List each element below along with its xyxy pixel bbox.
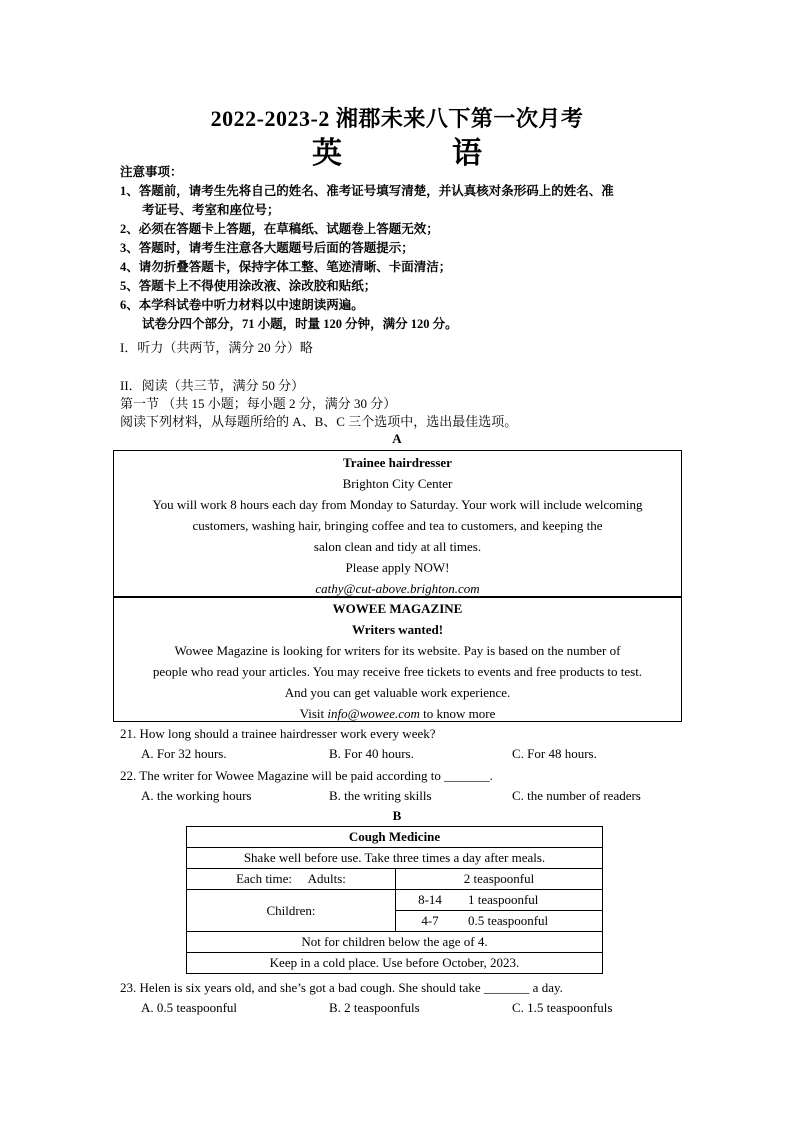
- exam-title: 2022-2023-2 湘郡未来八下第一次月考: [210, 106, 584, 131]
- ad2-line: people who read your articles. You may receive free tickets to events and free products to test.: [152, 664, 643, 679]
- notes-heading: 注意事项：: [120, 165, 183, 179]
- child-age-1: 8-14: [396, 890, 465, 911]
- ad1-title: Trainee hairdresser: [343, 455, 452, 470]
- ad1-place: Brighton City Center: [342, 476, 453, 491]
- note-item: 试卷分四个部分，71 小题，时量 120 分钟，满分 120 分。: [142, 317, 458, 331]
- ad-wowee-magazine: [113, 596, 682, 722]
- medicine-storage: Keep in a cold place. Use before October, 2023.: [187, 953, 603, 974]
- subject-title: 英 语: [312, 137, 522, 170]
- medicine-usage: Shake well before use. Take three times a day after meals.: [187, 848, 603, 869]
- adults-dose: 2 teaspoonful: [396, 869, 603, 890]
- ad1-email: cathy@cut-above.brighton.com: [315, 581, 480, 596]
- note-item: 1、答题前，请考生先将自己的姓名、准考证号填写清楚，并认真核对条形码上的姓名、准: [120, 184, 614, 198]
- ad2-visit-post: to know more: [423, 706, 496, 721]
- note-item: 3、答题时，请考生注意各大题题号后面的答题提示；: [120, 241, 414, 255]
- q21-option-c[interactable]: C. For 48 hours.: [512, 746, 597, 761]
- adults-label-cell: [187, 869, 396, 890]
- child-dose-1: 1 teaspoonful: [464, 890, 603, 911]
- section-reading-heading: II．阅读（共三节，满分 50 分）: [120, 378, 305, 393]
- child-dose-2: 0.5 teaspoonful: [464, 911, 603, 932]
- medicine-title: Cough Medicine: [187, 827, 603, 848]
- ad2-visit: [114, 703, 681, 724]
- each-time-label: Each time:: [236, 871, 293, 886]
- note-item: 2、必须在答题卡上答题，在草稿纸、试题卷上答题无效；: [120, 222, 439, 236]
- section-listening: I．听力（共两节，满分 20 分）略: [120, 340, 313, 355]
- note-item: 考证号、考室和座位号；: [142, 203, 280, 217]
- ad2-subtitle: Writers wanted!: [351, 622, 444, 637]
- q22-option-a[interactable]: A. the working hours: [141, 788, 252, 803]
- q23-option-b[interactable]: B. 2 teaspoonfuls: [329, 1000, 420, 1015]
- q22-option-b[interactable]: B. the writing skills: [329, 788, 432, 803]
- child-age-2: 4-7: [396, 911, 465, 932]
- cough-medicine-table: [186, 826, 603, 974]
- ad-trainee-hairdresser: [113, 450, 682, 598]
- q23-option-c[interactable]: C. 1.5 teaspoonfuls: [512, 1000, 613, 1015]
- ad1-line: customers, washing hair, bringing coffee and tea to customers, and keeping the: [192, 518, 603, 533]
- question-22: 22. The writer for Wowee Magazine will be paid according to _______.: [120, 768, 493, 783]
- note-item: 6、本学科试卷中听力材料以中速朗读两遍。: [120, 298, 364, 312]
- ad1-cta: Please apply NOW!: [345, 560, 450, 575]
- passage-b-label: B: [392, 808, 402, 823]
- note-item: 4、请勿折叠答题卡，保持字体工整、笔迹清晰、卡面清洁；: [120, 260, 452, 274]
- part1-heading: 第一节 （共 15 小题；每小题 2 分，满分 30 分）: [120, 396, 397, 411]
- q21-option-b[interactable]: B. For 40 hours.: [329, 746, 414, 761]
- passage-a-label: A: [392, 431, 402, 446]
- ad2-title: WOWEE MAGAZINE: [332, 601, 463, 616]
- q22-option-c[interactable]: C. the number of readers: [512, 788, 641, 803]
- ad2-line: And you can get valuable work experience.: [284, 685, 511, 700]
- ad2-line: Wowee Magazine is looking for writers for its website. Pay is based on the number of: [174, 643, 621, 658]
- q23-option-a[interactable]: A. 0.5 teaspoonful: [141, 1000, 238, 1015]
- notes-section: [120, 163, 720, 334]
- ad2-email: info@wowee.com: [327, 706, 420, 721]
- reading-instruction: 阅读下列材料，从每题所给的 A、B、C 三个选项中，选出最佳选项。: [120, 414, 518, 429]
- question-21: 21. How long should a trainee hairdresser work every week?: [120, 726, 436, 741]
- ad2-visit-pre: Visit: [299, 706, 325, 721]
- ad1-line: You will work 8 hours each day from Monday to Saturday. Your work will include welcoming: [152, 497, 643, 512]
- q21-option-a[interactable]: A. For 32 hours.: [141, 746, 227, 761]
- medicine-warning: Not for children below the age of 4.: [187, 932, 603, 953]
- adults-label: Adults:: [307, 871, 346, 886]
- question-23: 23. Helen is six years old, and she’s got a bad cough. She should take _______ a day.: [120, 980, 563, 995]
- children-label: Children:: [187, 890, 396, 932]
- ad1-line: salon clean and tidy at all times.: [313, 539, 482, 554]
- note-item: 5、答题卡上不得使用涂改液、涂改胶和贴纸；: [120, 279, 377, 293]
